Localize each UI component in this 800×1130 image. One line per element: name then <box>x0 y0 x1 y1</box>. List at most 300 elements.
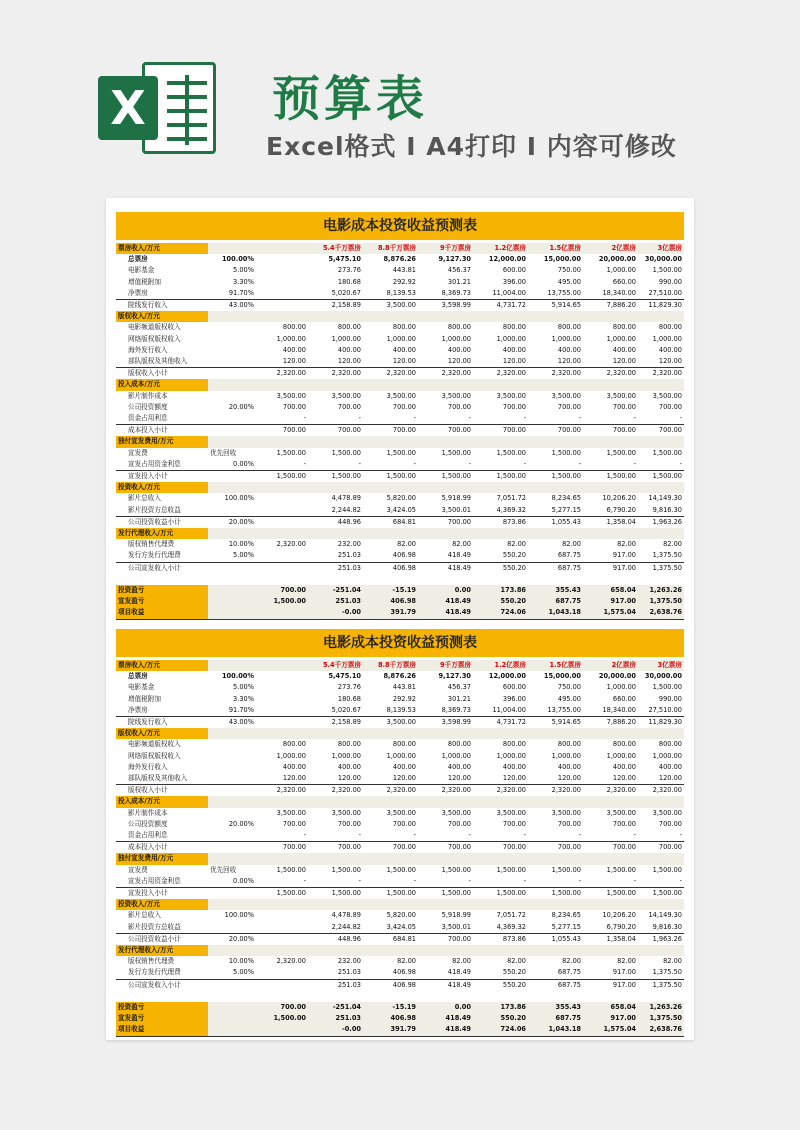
row-percent <box>208 505 256 517</box>
row-value: - <box>358 831 361 840</box>
row-value: 3,598.99 <box>418 300 473 312</box>
row-base-value <box>256 705 308 717</box>
row-value: 1,500.00 <box>473 471 528 483</box>
row-label: 资金占用利息 <box>128 831 168 840</box>
row-base-value: - <box>303 459 306 468</box>
blank-cell <box>418 991 473 1002</box>
summary-percent <box>208 596 256 607</box>
row-value: 700.00 <box>612 402 636 411</box>
row-value: 2,320.00 <box>363 368 418 380</box>
row-value: 700.00 <box>658 819 682 828</box>
row-value: 400.00 <box>447 345 471 354</box>
section-cell <box>256 379 308 390</box>
table-row <box>116 562 684 574</box>
row-value: 15,000.00 <box>543 672 581 681</box>
row-value: 1,500.00 <box>638 471 684 483</box>
row-value: 800.00 <box>658 323 682 332</box>
row-base-value <box>256 254 308 265</box>
row-value: 3,500.00 <box>652 808 682 817</box>
table-row <box>116 705 684 717</box>
row-percent: 100.00% <box>224 911 254 920</box>
table-row <box>116 956 684 967</box>
row-value: - <box>468 414 471 423</box>
row-value: 1,500.00 <box>652 266 682 275</box>
row-value: 18,340.00 <box>602 288 636 297</box>
section-cell <box>638 853 684 864</box>
row-value: - <box>358 459 361 468</box>
section-cell <box>473 528 528 539</box>
table-row <box>116 471 684 483</box>
row-label: 版权收入小计 <box>116 368 208 380</box>
row-value: 700.00 <box>583 842 638 854</box>
section-cell <box>208 482 256 493</box>
table-row <box>116 694 684 705</box>
summary-base-value <box>256 607 308 619</box>
summary-value: 391.79 <box>363 607 418 619</box>
page-subtitle: Excel格式 I A4打印 I 内容可修改 <box>266 132 677 161</box>
row-value: 684.81 <box>363 516 418 528</box>
row-percent: 91.70% <box>228 288 254 297</box>
table-row <box>116 550 684 562</box>
table-row <box>116 785 684 797</box>
blank-cell <box>256 574 308 585</box>
row-value: - <box>679 876 682 885</box>
row-value: 5,914.65 <box>528 717 583 729</box>
blank-cell <box>116 991 208 1002</box>
row-base-value: 1,000.00 <box>276 751 306 760</box>
row-percent: 100.00% <box>224 494 254 503</box>
table-row <box>116 751 684 762</box>
section-cell <box>208 728 256 739</box>
section-cell <box>638 796 684 807</box>
row-base-value: 700.00 <box>282 819 306 828</box>
section-cell <box>256 945 308 956</box>
row-value: 1,500.00 <box>331 448 361 457</box>
row-value: 3,500.00 <box>363 300 418 312</box>
row-value: 400.00 <box>337 762 361 771</box>
row-value: 82.00 <box>397 957 416 966</box>
row-value: 400.00 <box>658 762 682 771</box>
section-cell <box>418 482 473 493</box>
row-value: 2,320.00 <box>308 785 363 797</box>
row-base-value: 120.00 <box>282 774 306 783</box>
row-value: - <box>468 459 471 468</box>
row-value: 400.00 <box>612 345 636 354</box>
table-row <box>116 819 684 830</box>
row-value: 3,500.00 <box>363 717 418 729</box>
row-value: 418.49 <box>447 551 471 560</box>
table-row <box>116 254 684 265</box>
row-value: 684.81 <box>363 933 418 945</box>
row-base-value: 2,320.00 <box>256 785 308 797</box>
row-base-value: 400.00 <box>282 345 306 354</box>
summary-label: 项目收益 <box>116 1024 208 1036</box>
section-cell <box>583 436 638 447</box>
summary-value: 2,638.76 <box>638 1024 684 1036</box>
blank-cell <box>583 991 638 1002</box>
row-label: 宣发费 <box>128 448 148 457</box>
scenario-header: 2亿票房 <box>583 243 638 254</box>
row-value: 1,500.00 <box>551 865 581 874</box>
row-value: 1,500.00 <box>441 448 471 457</box>
row-base-value <box>256 694 308 705</box>
section-cell <box>208 899 256 910</box>
row-value: 700.00 <box>528 842 583 854</box>
row-value: - <box>413 876 416 885</box>
row-value: 700.00 <box>308 425 363 437</box>
row-value: 5,475.10 <box>328 672 361 681</box>
row-percent <box>208 562 256 574</box>
row-value: 292.92 <box>392 694 416 703</box>
budget-sheet <box>116 629 684 1037</box>
excel-letter: X <box>98 76 158 140</box>
row-value: 1,358.04 <box>583 933 638 945</box>
section-cell <box>363 379 418 390</box>
row-value: 120.00 <box>337 774 361 783</box>
row-value: 1,500.00 <box>308 471 363 483</box>
row-value: 2,244.82 <box>331 922 361 931</box>
sheet-title: 电影成本投资收益预测表 <box>116 212 684 240</box>
row-percent <box>208 368 256 380</box>
row-label: 影片总收入 <box>128 494 161 503</box>
row-base-value: 400.00 <box>282 762 306 771</box>
section-cell <box>208 796 256 807</box>
row-value: 3,500.00 <box>606 391 636 400</box>
row-value: 3,500.00 <box>331 391 361 400</box>
row-percent <box>208 413 256 425</box>
blank-cell <box>473 991 528 1002</box>
row-value: 5,918.99 <box>441 911 471 920</box>
row-base-value <box>256 922 308 934</box>
section-cell <box>528 945 583 956</box>
row-value: 700.00 <box>418 425 473 437</box>
summary-row <box>116 596 684 607</box>
scenario-header: 8.8千万票房 <box>363 243 418 254</box>
blank-cell <box>583 574 638 585</box>
row-value: 27,510.00 <box>648 705 682 714</box>
row-label: 公司投资额度 <box>128 402 168 411</box>
section-cell <box>638 379 684 390</box>
section-cell <box>363 796 418 807</box>
excel-icon <box>98 62 216 154</box>
row-label: 电影基金 <box>128 683 155 692</box>
row-base-value <box>256 505 308 517</box>
row-value: 700.00 <box>502 819 526 828</box>
summary-value: 391.79 <box>363 1024 418 1036</box>
row-base-value <box>256 277 308 288</box>
row-value: 1,055.43 <box>528 933 583 945</box>
row-value: 700.00 <box>337 819 361 828</box>
section-header-row <box>116 660 684 671</box>
row-value: 1,000.00 <box>652 334 682 343</box>
row-label: 总票房 <box>128 672 148 681</box>
row-value: 2,320.00 <box>583 368 638 380</box>
summary-base-value: 700.00 <box>256 1002 308 1013</box>
row-value: - <box>413 459 416 468</box>
section-cell <box>308 945 363 956</box>
blank-cell <box>308 991 363 1002</box>
summary-base-value: 1,500.00 <box>256 596 308 607</box>
row-value: 1,358.04 <box>583 516 638 528</box>
row-value: 4,478.89 <box>331 911 361 920</box>
row-value: 20,000.00 <box>598 672 636 681</box>
row-value: 11,829.30 <box>638 300 684 312</box>
row-value: 1,500.00 <box>583 471 638 483</box>
row-value: 4,731.72 <box>473 717 528 729</box>
row-value: 1,500.00 <box>528 888 583 900</box>
row-value: 5,820.00 <box>386 911 416 920</box>
row-value: - <box>578 414 581 423</box>
row-value: 30,000.00 <box>644 255 682 264</box>
row-percent: 5.00% <box>233 551 254 560</box>
row-value: 1,000.00 <box>606 266 636 275</box>
sheet-title: 电影成本投资收益预测表 <box>116 629 684 657</box>
row-value: 1,500.00 <box>528 471 583 483</box>
row-value: 1,500.00 <box>652 683 682 692</box>
row-label: 公司投资收益小计 <box>116 933 208 945</box>
row-label: 电影频道版权收入 <box>128 740 181 749</box>
row-base-value: 2,320.00 <box>256 368 308 380</box>
table-row <box>116 402 684 413</box>
summary-value: 1,043.18 <box>528 607 583 619</box>
section-header-row <box>116 728 684 739</box>
row-value: - <box>523 831 526 840</box>
row-label: 网络版权版权收入 <box>128 334 181 343</box>
row-value: 3,424.05 <box>386 922 416 931</box>
row-base-value: 1,500.00 <box>256 888 308 900</box>
blank-cell <box>638 991 684 1002</box>
row-percent: 0.00% <box>233 459 254 468</box>
row-value: 15,000.00 <box>543 255 581 264</box>
row-base-value: 120.00 <box>282 357 306 366</box>
row-value: 301.21 <box>447 694 471 703</box>
row-value: 8,369.73 <box>441 705 471 714</box>
row-value: 700.00 <box>363 425 418 437</box>
row-label: 成本投入小计 <box>116 425 208 437</box>
row-base-value <box>256 550 308 562</box>
summary-value: -15.19 <box>363 585 418 596</box>
section-cell <box>208 436 256 447</box>
summary-value: 173.86 <box>473 585 528 596</box>
scenario-header: 3亿票房 <box>638 660 684 671</box>
row-value: 232.00 <box>337 540 361 549</box>
row-percent <box>208 391 256 402</box>
table-row <box>116 876 684 888</box>
table-row <box>116 830 684 842</box>
summary-row <box>116 585 684 596</box>
row-value: 14,149.30 <box>648 911 682 920</box>
row-label: 院线发行收入 <box>116 717 208 729</box>
summary-value: 550.20 <box>473 1013 528 1024</box>
row-value: 10,206.20 <box>602 911 636 920</box>
section-cell <box>638 311 684 322</box>
section-cell <box>256 660 308 671</box>
summary-value: 687.75 <box>528 596 583 607</box>
row-value: 917.00 <box>583 979 638 991</box>
section-label: 投资收入/万元 <box>116 899 208 910</box>
row-value: 120.00 <box>502 357 526 366</box>
row-base-value <box>256 288 308 300</box>
row-value: 5,475.10 <box>328 255 361 264</box>
scenario-header: 1.5亿票房 <box>528 660 583 671</box>
row-value: 1,500.00 <box>418 888 473 900</box>
table-row <box>116 762 684 773</box>
row-percent: 3.30% <box>233 694 254 703</box>
table-row <box>116 265 684 276</box>
section-cell <box>638 899 684 910</box>
row-value: 550.20 <box>473 562 528 574</box>
blank-cell <box>208 574 256 585</box>
section-cell <box>528 528 583 539</box>
row-value: - <box>523 414 526 423</box>
table-row <box>116 288 684 300</box>
budget-table <box>116 660 684 1037</box>
row-value: 9,127.30 <box>438 255 471 264</box>
blank-cell <box>116 574 208 585</box>
section-cell <box>256 243 308 254</box>
row-value: 800.00 <box>337 323 361 332</box>
row-value: 9,127.30 <box>438 672 471 681</box>
row-value: 800.00 <box>612 740 636 749</box>
section-cell <box>363 436 418 447</box>
summary-label: 投资盈亏 <box>116 1002 208 1013</box>
row-value: 8,139.53 <box>386 288 416 297</box>
row-percent <box>208 785 256 797</box>
summary-value: 418.49 <box>418 607 473 619</box>
summary-value: 355.43 <box>528 585 583 596</box>
section-cell <box>256 853 308 864</box>
row-value: 2,320.00 <box>363 785 418 797</box>
row-value: 495.00 <box>557 277 581 286</box>
section-cell <box>473 796 528 807</box>
row-value: 1,375.50 <box>638 979 684 991</box>
row-value: 120.00 <box>658 774 682 783</box>
row-label: 资金占用利息 <box>128 414 168 423</box>
summary-value: 0.00 <box>418 585 473 596</box>
section-cell <box>583 853 638 864</box>
row-value: 14,149.30 <box>648 494 682 503</box>
row-value: 495.00 <box>557 694 581 703</box>
row-value: 3,500.00 <box>441 808 471 817</box>
blank-cell <box>256 991 308 1002</box>
row-value: - <box>578 831 581 840</box>
section-label: 投入成本/万元 <box>116 796 208 807</box>
row-value: 700.00 <box>392 402 416 411</box>
row-value: 406.98 <box>392 968 416 977</box>
row-value: 448.96 <box>308 516 363 528</box>
table-row <box>116 933 684 945</box>
row-value: 251.03 <box>308 979 363 991</box>
row-value: 700.00 <box>418 933 473 945</box>
summary-value: 355.43 <box>528 1002 583 1013</box>
row-value: 600.00 <box>502 683 526 692</box>
row-percent <box>208 334 256 345</box>
row-value: 1,963.26 <box>638 516 684 528</box>
table-row <box>116 459 684 471</box>
row-label: 公司投资额度 <box>128 819 168 828</box>
row-value: 1,000.00 <box>551 751 581 760</box>
row-value: 917.00 <box>583 562 638 574</box>
row-value: 3,424.05 <box>386 505 416 514</box>
row-value: 2,320.00 <box>473 368 528 380</box>
row-label: 发行方发行代理费 <box>128 551 181 560</box>
section-cell <box>208 243 256 254</box>
row-value: 800.00 <box>447 740 471 749</box>
section-cell <box>418 899 473 910</box>
summary-value: 1,575.04 <box>583 607 638 619</box>
section-label: 发行代理收入/万元 <box>116 945 208 956</box>
section-cell <box>256 436 308 447</box>
scenario-header: 1.2亿票房 <box>473 243 528 254</box>
row-percent <box>208 322 256 333</box>
row-label: 影片总收入 <box>128 911 161 920</box>
row-base-value <box>256 493 308 504</box>
summary-value: 0.00 <box>418 1002 473 1013</box>
row-value: 406.98 <box>392 551 416 560</box>
section-cell <box>308 728 363 739</box>
blank-cell <box>418 574 473 585</box>
row-value: 2,320.00 <box>528 368 583 380</box>
row-base-value: 2,320.00 <box>276 540 306 549</box>
row-value: 120.00 <box>658 357 682 366</box>
row-label: 海外发行收入 <box>128 345 168 354</box>
section-cell <box>583 482 638 493</box>
row-value: - <box>578 876 581 885</box>
row-percent <box>208 773 256 785</box>
row-value: 82.00 <box>562 540 581 549</box>
summary-value: 251.03 <box>308 1013 363 1024</box>
row-base-value <box>256 979 308 991</box>
scenario-header: 9千万票房 <box>418 660 473 671</box>
row-percent <box>208 888 256 900</box>
row-value: 700.00 <box>612 819 636 828</box>
row-value: 5,914.65 <box>528 300 583 312</box>
row-value: 82.00 <box>397 540 416 549</box>
scenario-header: 9千万票房 <box>418 243 473 254</box>
row-value: 4,369.32 <box>496 922 526 931</box>
row-value: 120.00 <box>557 774 581 783</box>
row-label: 宣发投入小计 <box>116 888 208 900</box>
summary-row <box>116 607 684 619</box>
row-value: 800.00 <box>557 740 581 749</box>
row-value: 1,500.00 <box>418 471 473 483</box>
row-percent: 5.00% <box>233 266 254 275</box>
section-cell <box>473 311 528 322</box>
row-base-value: 3,500.00 <box>276 808 306 817</box>
row-value: 1,500.00 <box>652 448 682 457</box>
row-label: 宣发占用资金利息 <box>128 459 181 468</box>
row-label: 版权销售代理费 <box>128 957 175 966</box>
summary-value: 1,043.18 <box>528 1024 583 1036</box>
section-cell <box>528 728 583 739</box>
table-row <box>116 539 684 550</box>
row-value: 1,375.50 <box>652 551 682 560</box>
row-value: - <box>679 459 682 468</box>
row-value: 120.00 <box>612 774 636 783</box>
section-cell <box>308 436 363 447</box>
section-cell <box>638 436 684 447</box>
row-value: 687.75 <box>557 551 581 560</box>
section-header-row <box>116 945 684 956</box>
row-value: 800.00 <box>502 740 526 749</box>
row-value: 750.00 <box>557 683 581 692</box>
summary-base-value <box>256 1024 308 1036</box>
row-value: 1,500.00 <box>583 888 638 900</box>
table-row <box>116 922 684 934</box>
blank-cell <box>308 574 363 585</box>
scenario-header: 5.4千万票房 <box>308 660 363 671</box>
row-value: 11,829.30 <box>638 717 684 729</box>
